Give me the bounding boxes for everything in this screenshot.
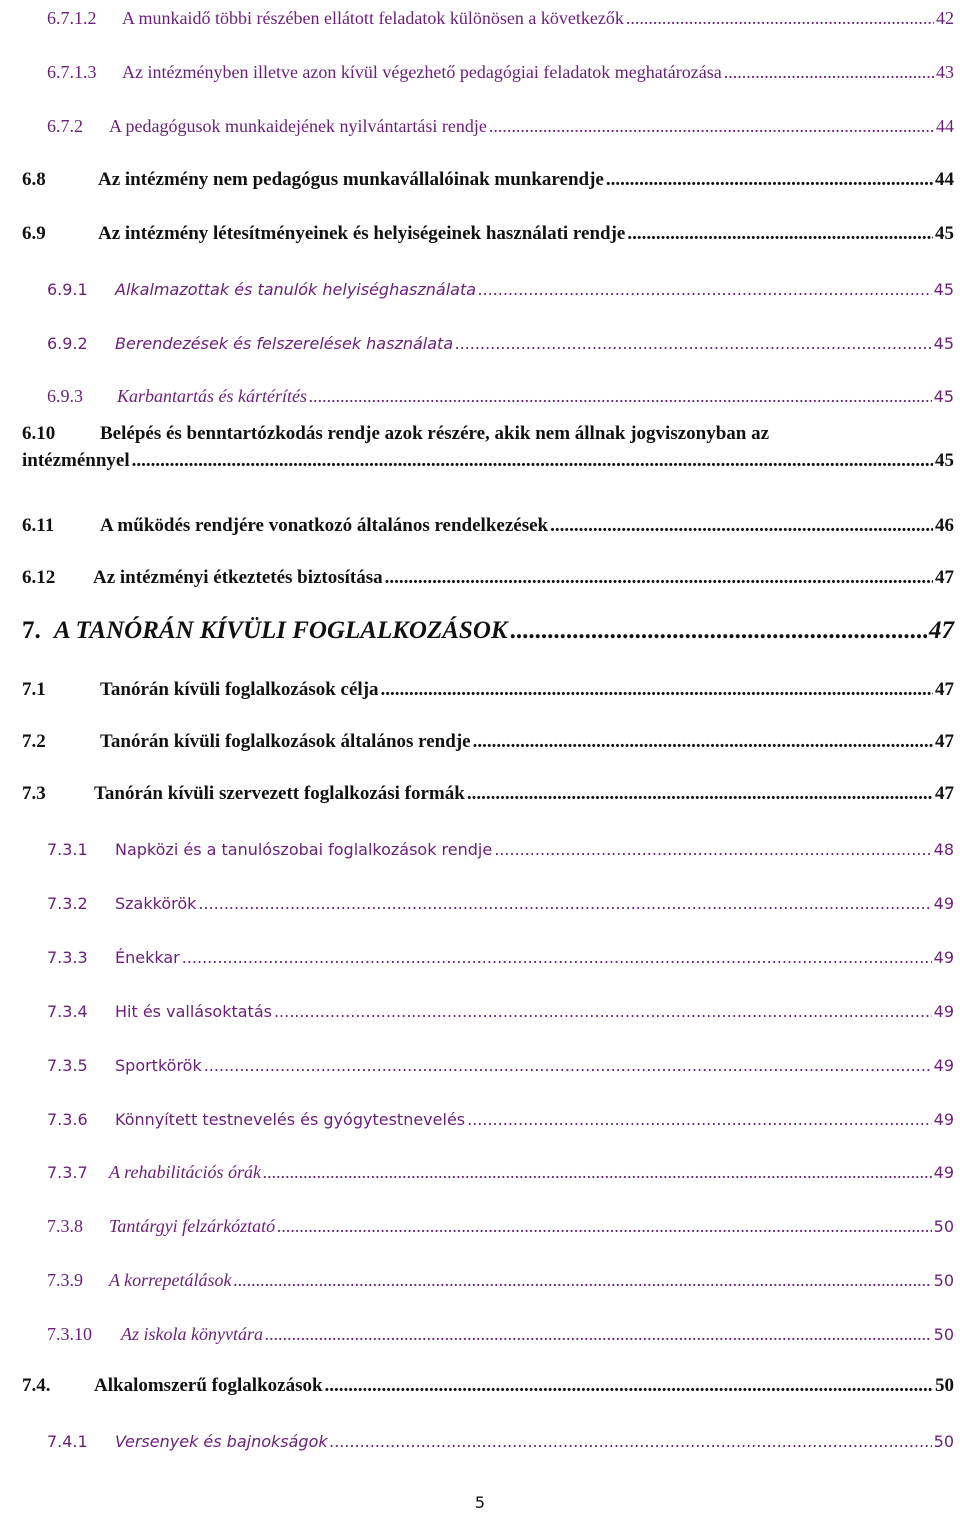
toc-entry-title: Tanórán kívüli szervezett foglalkozási formák — [94, 783, 465, 804]
toc-entry-number: 7.4. — [22, 1375, 51, 1396]
toc-entry-number: 7.2 — [22, 731, 46, 752]
toc-entry-page: 49 — [933, 1056, 954, 1075]
toc-entry-number: 6.8 — [22, 169, 46, 190]
toc-entry-page: 45 — [935, 223, 954, 244]
toc-entry-title: Berendezések és felszerelések használata — [115, 334, 454, 353]
toc-entry[interactable] — [0, 719, 960, 753]
dot-leader — [510, 617, 927, 645]
toc-entry-number: 7.3.2 — [47, 894, 88, 913]
dot-leader — [626, 8, 934, 29]
toc-entry-title: A korrepetálások — [109, 1270, 232, 1290]
dot-leader — [455, 334, 932, 353]
toc-entry[interactable] — [22, 423, 954, 472]
dot-leader — [263, 1162, 932, 1183]
dot-leader — [489, 116, 934, 137]
dot-leader — [494, 840, 931, 859]
toc-entry[interactable] — [0, 211, 960, 245]
toc-entry[interactable] — [0, 667, 960, 701]
toc-entry[interactable] — [0, 607, 960, 645]
toc-entry[interactable] — [0, 265, 960, 299]
dot-leader — [325, 1375, 933, 1397]
toc-entry-title: Szakkörök — [115, 894, 197, 913]
toc-entry-page: 50 — [933, 1217, 954, 1236]
dot-leader — [550, 515, 933, 537]
toc-entry-page: 43 — [936, 62, 954, 82]
toc-entry-page: 50 — [933, 1325, 954, 1344]
dot-leader — [198, 894, 931, 913]
toc-entry[interactable] — [0, 879, 960, 913]
toc-entry[interactable] — [0, 503, 960, 537]
toc-entry[interactable] — [0, 157, 960, 191]
toc-entry-page: 47 — [935, 679, 954, 700]
toc-entry-page: 45 — [933, 334, 954, 353]
toc-entry-number: 6.9 — [22, 223, 46, 244]
toc-entry-title: A pedagógusok munkaidejének nyilvántartási rendje — [109, 116, 487, 136]
dot-leader — [132, 450, 933, 472]
toc-entry[interactable] — [0, 1363, 960, 1397]
toc-entry-number: 7. — [22, 617, 41, 644]
toc-entry-page: 45 — [933, 280, 954, 299]
page-number: 5 — [474, 1493, 486, 1512]
toc-entry[interactable] — [0, 1311, 960, 1345]
toc-entry[interactable] — [0, 373, 960, 407]
dot-leader — [627, 223, 933, 245]
toc-entry-title: Énekkar — [115, 948, 180, 967]
toc-entry-title: Az intézmény nem pedagógus munkavállalóinak munkarendje — [98, 169, 604, 190]
toc-entry-page: 50 — [935, 1375, 954, 1396]
toc-entry-page: 50 — [933, 1432, 954, 1451]
toc-entry-page: 45 — [935, 450, 954, 471]
dot-leader — [724, 62, 934, 83]
dot-leader — [385, 567, 933, 589]
toc-entry-number: 7.3.10 — [47, 1324, 92, 1344]
dot-leader — [606, 169, 933, 191]
toc-entry-number: 6.9.1 — [47, 280, 88, 299]
toc-entry-title: A munkaidő többi részében ellátott feladatok különösen a következők — [122, 8, 624, 28]
toc-entry-title: Belépés és benntartózkodás rendje azok részére, akik nem állnak jogviszonyban az — [100, 423, 770, 444]
toc-entry-title: Sportkörök — [115, 1056, 202, 1075]
toc-entry-number: 6.12 — [22, 567, 56, 588]
toc-entry-title: A TANÓRÁN KÍVÜLI FOGLALKOZÁSOK — [54, 617, 508, 644]
toc-entry-title: Az intézmény létesítményeinek és helyiségeinek használati rendje — [98, 223, 626, 244]
dot-leader — [330, 1432, 932, 1451]
toc-entry-number: 7.3.4 — [47, 1002, 88, 1021]
toc-entry-title: Az intézményben illetve azon kívül végezhető pedagógiai feladatok meghatározása — [122, 62, 722, 82]
toc-entry-title: Tanórán kívüli foglalkozások célja — [100, 679, 379, 700]
toc-entry-number: 7.4.1 — [47, 1432, 88, 1451]
toc-entry[interactable] — [0, 1041, 960, 1075]
toc-entry[interactable] — [0, 1203, 960, 1237]
toc-entry-title: Alkalomszerű foglalkozások — [94, 1375, 323, 1396]
toc-entry-number: 7.3.3 — [47, 948, 88, 967]
toc-entry[interactable] — [0, 771, 960, 805]
toc-entry-page: 49 — [933, 1163, 954, 1182]
toc-entry-title: Könnyített testnevelés és gyógytestnevelés — [115, 1110, 466, 1129]
toc-entry-title: Tanórán kívüli foglalkozások általános rendje — [100, 731, 471, 752]
toc-entry-page: 49 — [933, 1110, 954, 1129]
toc-entry-number: 6.11 — [22, 515, 55, 536]
dot-leader — [277, 1216, 931, 1237]
toc-entry-page: 46 — [935, 515, 954, 536]
toc-entry-number: 7.3.6 — [47, 1110, 88, 1129]
dot-leader — [473, 731, 933, 753]
toc-entry-title: Napközi és a tanulószobai foglalkozások rendje — [115, 840, 493, 859]
toc-entry-number: 7.3 — [22, 783, 46, 804]
toc-entry-title: Alkalmazottak és tanulók helyiséghasználata — [115, 280, 477, 299]
toc-entry-page: 47 — [929, 617, 954, 644]
toc-entry-title: Az intézményi étkeztetés biztosítása — [93, 567, 383, 588]
toc-entry-page: 49 — [933, 948, 954, 967]
toc-entry-number: 7.3.5 — [47, 1056, 88, 1075]
toc-entry-page: 44 — [935, 169, 954, 190]
dot-leader — [182, 948, 932, 967]
dot-leader — [265, 1324, 932, 1345]
toc-entry-number: 6.9.3 — [47, 386, 83, 406]
toc-entry-title: Tantárgyi felzárkóztató — [109, 1216, 276, 1236]
toc-entry-number: 7.3.9 — [47, 1270, 83, 1290]
toc-entry-page: 47 — [935, 783, 954, 804]
toc-entry[interactable] — [0, 825, 960, 859]
toc-entry-number: 7.3.8 — [47, 1216, 83, 1236]
toc-entry-number: 6.9.2 — [47, 334, 88, 353]
toc-entry[interactable] — [0, 1095, 960, 1129]
toc-entry[interactable] — [0, 987, 960, 1021]
toc-entry-number: 6.7.1.2 — [47, 8, 97, 28]
toc-entry[interactable] — [0, 1149, 960, 1183]
toc-entry-page: 48 — [933, 840, 954, 859]
toc-entry-page: 45 — [933, 387, 954, 406]
toc-entry[interactable] — [0, 1417, 960, 1451]
toc-entry[interactable] — [0, 1257, 960, 1291]
dot-leader — [309, 386, 932, 407]
toc-entry[interactable] — [0, 555, 960, 589]
dot-leader — [233, 1270, 931, 1291]
dot-leader — [467, 1110, 932, 1129]
toc-entry-page: 50 — [933, 1271, 954, 1290]
dot-leader — [381, 679, 933, 701]
toc-entry-page: 44 — [936, 116, 954, 136]
toc-entry[interactable] — [0, 49, 960, 83]
toc-entry-page: 42 — [936, 8, 954, 28]
toc-entry-number: 7.3.7 — [47, 1163, 88, 1182]
toc-entry-title: Versenyek és bajnokságok — [115, 1432, 328, 1451]
toc-entry[interactable] — [0, 0, 960, 29]
toc-entry-page: 47 — [935, 567, 954, 588]
toc-entry-number: 7.3.1 — [47, 840, 88, 859]
toc-entry-title: Karbantartás és kártérítés — [117, 386, 308, 406]
toc-entry[interactable] — [0, 933, 960, 967]
toc-entry-page: 49 — [933, 1002, 954, 1021]
toc-entry[interactable] — [0, 103, 960, 137]
toc-entry-page: 49 — [933, 894, 954, 913]
toc-entry-number: 6.7.2 — [47, 116, 83, 136]
dot-leader — [204, 1056, 932, 1075]
toc-entry-title: Hit és vallásoktatás — [115, 1002, 272, 1021]
dot-leader — [478, 280, 932, 299]
toc-entry[interactable] — [0, 319, 960, 353]
toc-entry-title: A működés rendjére vonatkozó általános rendelkezések — [100, 515, 549, 536]
toc-entry-number: 7.1 — [22, 679, 46, 700]
dot-leader — [467, 783, 933, 805]
toc-entry-page: 47 — [935, 731, 954, 752]
toc-entry-number: 6.7.1.3 — [47, 62, 97, 82]
toc-entry-title: Az iskola könyvtára — [121, 1324, 263, 1344]
toc-entry-title-continued: intézménnyel — [22, 450, 130, 471]
toc-entry-title: A rehabilitációs órák — [109, 1162, 261, 1182]
toc-entry-number: 6.10 — [22, 423, 56, 444]
dot-leader — [274, 1002, 932, 1021]
